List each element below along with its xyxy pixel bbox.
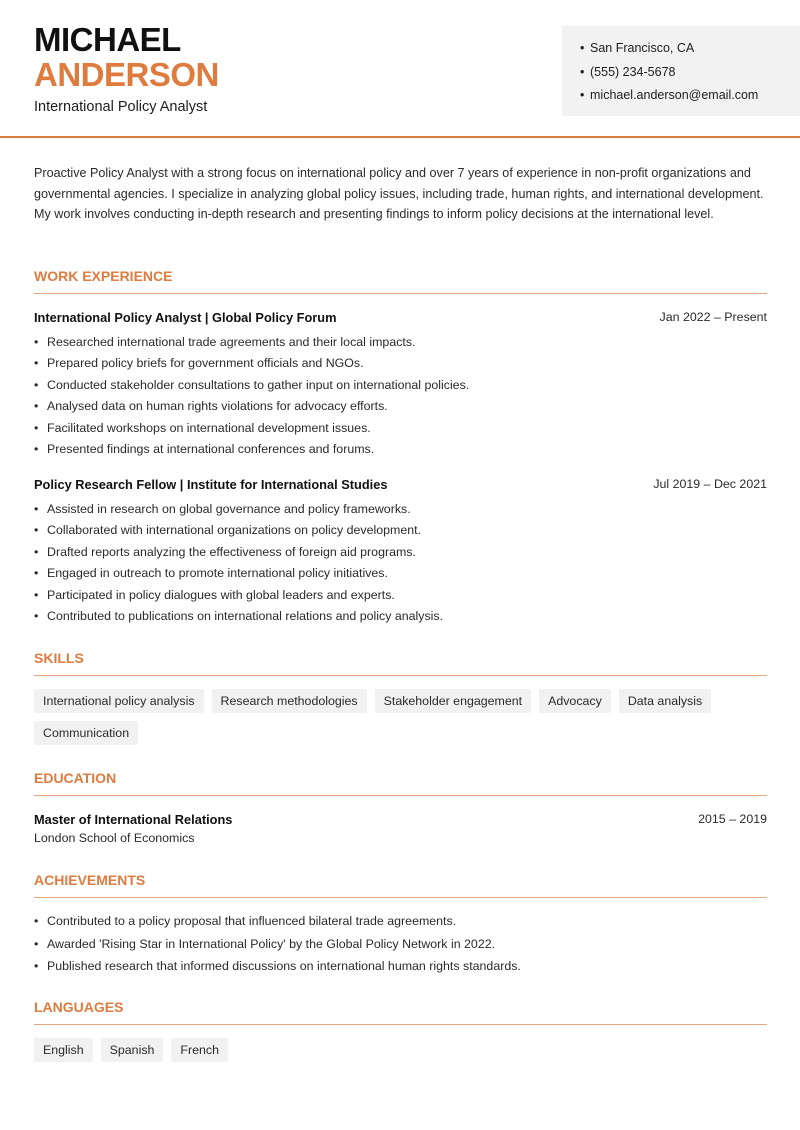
candidate-name bbox=[34, 22, 219, 92]
list-item: • Researched international trade agreements and their local impacts. bbox=[34, 332, 764, 353]
list-item: • Conducted stakeholder consultations to gather input on international policies. bbox=[34, 375, 764, 396]
list-item: • Participated in policy dialogues with global leaders and experts. bbox=[34, 585, 764, 606]
contact-box bbox=[562, 26, 800, 116]
contact-phone: • (555) 234-5678 bbox=[580, 61, 800, 85]
list-item: • Collaborated with international organizations on policy development. bbox=[34, 520, 764, 541]
language-chip: Spanish bbox=[101, 1038, 164, 1062]
language-chip: English bbox=[34, 1038, 93, 1062]
list-item: • Facilitated workshops on international development issues. bbox=[34, 418, 764, 439]
skill-chip: Research methodologies bbox=[212, 689, 367, 713]
list-item: • Presented findings at international conferences and forums. bbox=[34, 439, 764, 460]
job-1-bullets bbox=[34, 332, 764, 460]
list-item: • Published research that informed discussions on international human rights standards. bbox=[34, 955, 764, 978]
list-item: • Engaged in outreach to promote international policy initiatives. bbox=[34, 563, 764, 584]
education-school: London School of Economics bbox=[34, 831, 195, 845]
list-item: • Drafted reports analyzing the effectiveness of foreign aid programs. bbox=[34, 542, 764, 563]
section-heading-work: WORK EXPERIENCE bbox=[34, 268, 767, 294]
contact-location: • San Francisco, CA bbox=[580, 37, 800, 61]
skill-chip: Stakeholder engagement bbox=[375, 689, 531, 713]
education-date: 2015 – 2019 bbox=[698, 812, 767, 826]
first-name: MICHAEL bbox=[34, 21, 181, 58]
language-chip: French bbox=[171, 1038, 228, 1062]
list-item: • Prepared policy briefs for government officials and NGOs. bbox=[34, 353, 764, 374]
job-2-title: Policy Research Fellow | Institute for International Studies bbox=[34, 477, 388, 492]
skill-chip: Data analysis bbox=[619, 689, 711, 713]
job-2-bullets bbox=[34, 499, 764, 627]
job-title-headline: International Policy Analyst bbox=[34, 99, 208, 115]
job-1-title: International Policy Analyst | Global Policy Forum bbox=[34, 310, 337, 325]
job-1-date: Jan 2022 – Present bbox=[659, 310, 767, 324]
list-item: • Assisted in research on global governance and policy frameworks. bbox=[34, 499, 764, 520]
section-heading-skills: SKILLS bbox=[34, 650, 767, 676]
contact-email: • michael.anderson@email.com bbox=[580, 84, 800, 108]
skill-chip: International policy analysis bbox=[34, 689, 204, 713]
list-item: • Awarded 'Rising Star in International Policy' by the Global Policy Network in 2022. bbox=[34, 933, 764, 956]
job-2-date: Jul 2019 – Dec 2021 bbox=[653, 477, 767, 491]
list-item: • Analysed data on human rights violations for advocacy efforts. bbox=[34, 396, 764, 417]
professional-summary: Proactive Policy Analyst with a strong focus on international policy and over 7 years of experience in non-profit organizations and governmental agencies. I specialize in analyzing global policy issues, including trade, human rights, and international development. My work involves conducting in-depth research and presenting findings to inform policy decisions at the international level. bbox=[34, 166, 764, 222]
last-name: ANDERSON bbox=[34, 56, 219, 93]
languages-list bbox=[34, 1038, 774, 1062]
list-item: • Contributed to a policy proposal that influenced bilateral trade agreements. bbox=[34, 910, 764, 933]
skill-chip: Advocacy bbox=[539, 689, 611, 713]
section-heading-education: EDUCATION bbox=[34, 770, 767, 796]
resume-header bbox=[0, 0, 800, 138]
section-heading-achievements: ACHIEVEMENTS bbox=[34, 872, 767, 898]
skill-chip: Communication bbox=[34, 721, 138, 745]
section-heading-languages: LANGUAGES bbox=[34, 999, 767, 1025]
achievements-list bbox=[34, 910, 764, 978]
education-degree: Master of International Relations bbox=[34, 812, 233, 827]
list-item: • Contributed to publications on international relations and policy analysis. bbox=[34, 606, 764, 627]
skills-list bbox=[34, 689, 774, 745]
